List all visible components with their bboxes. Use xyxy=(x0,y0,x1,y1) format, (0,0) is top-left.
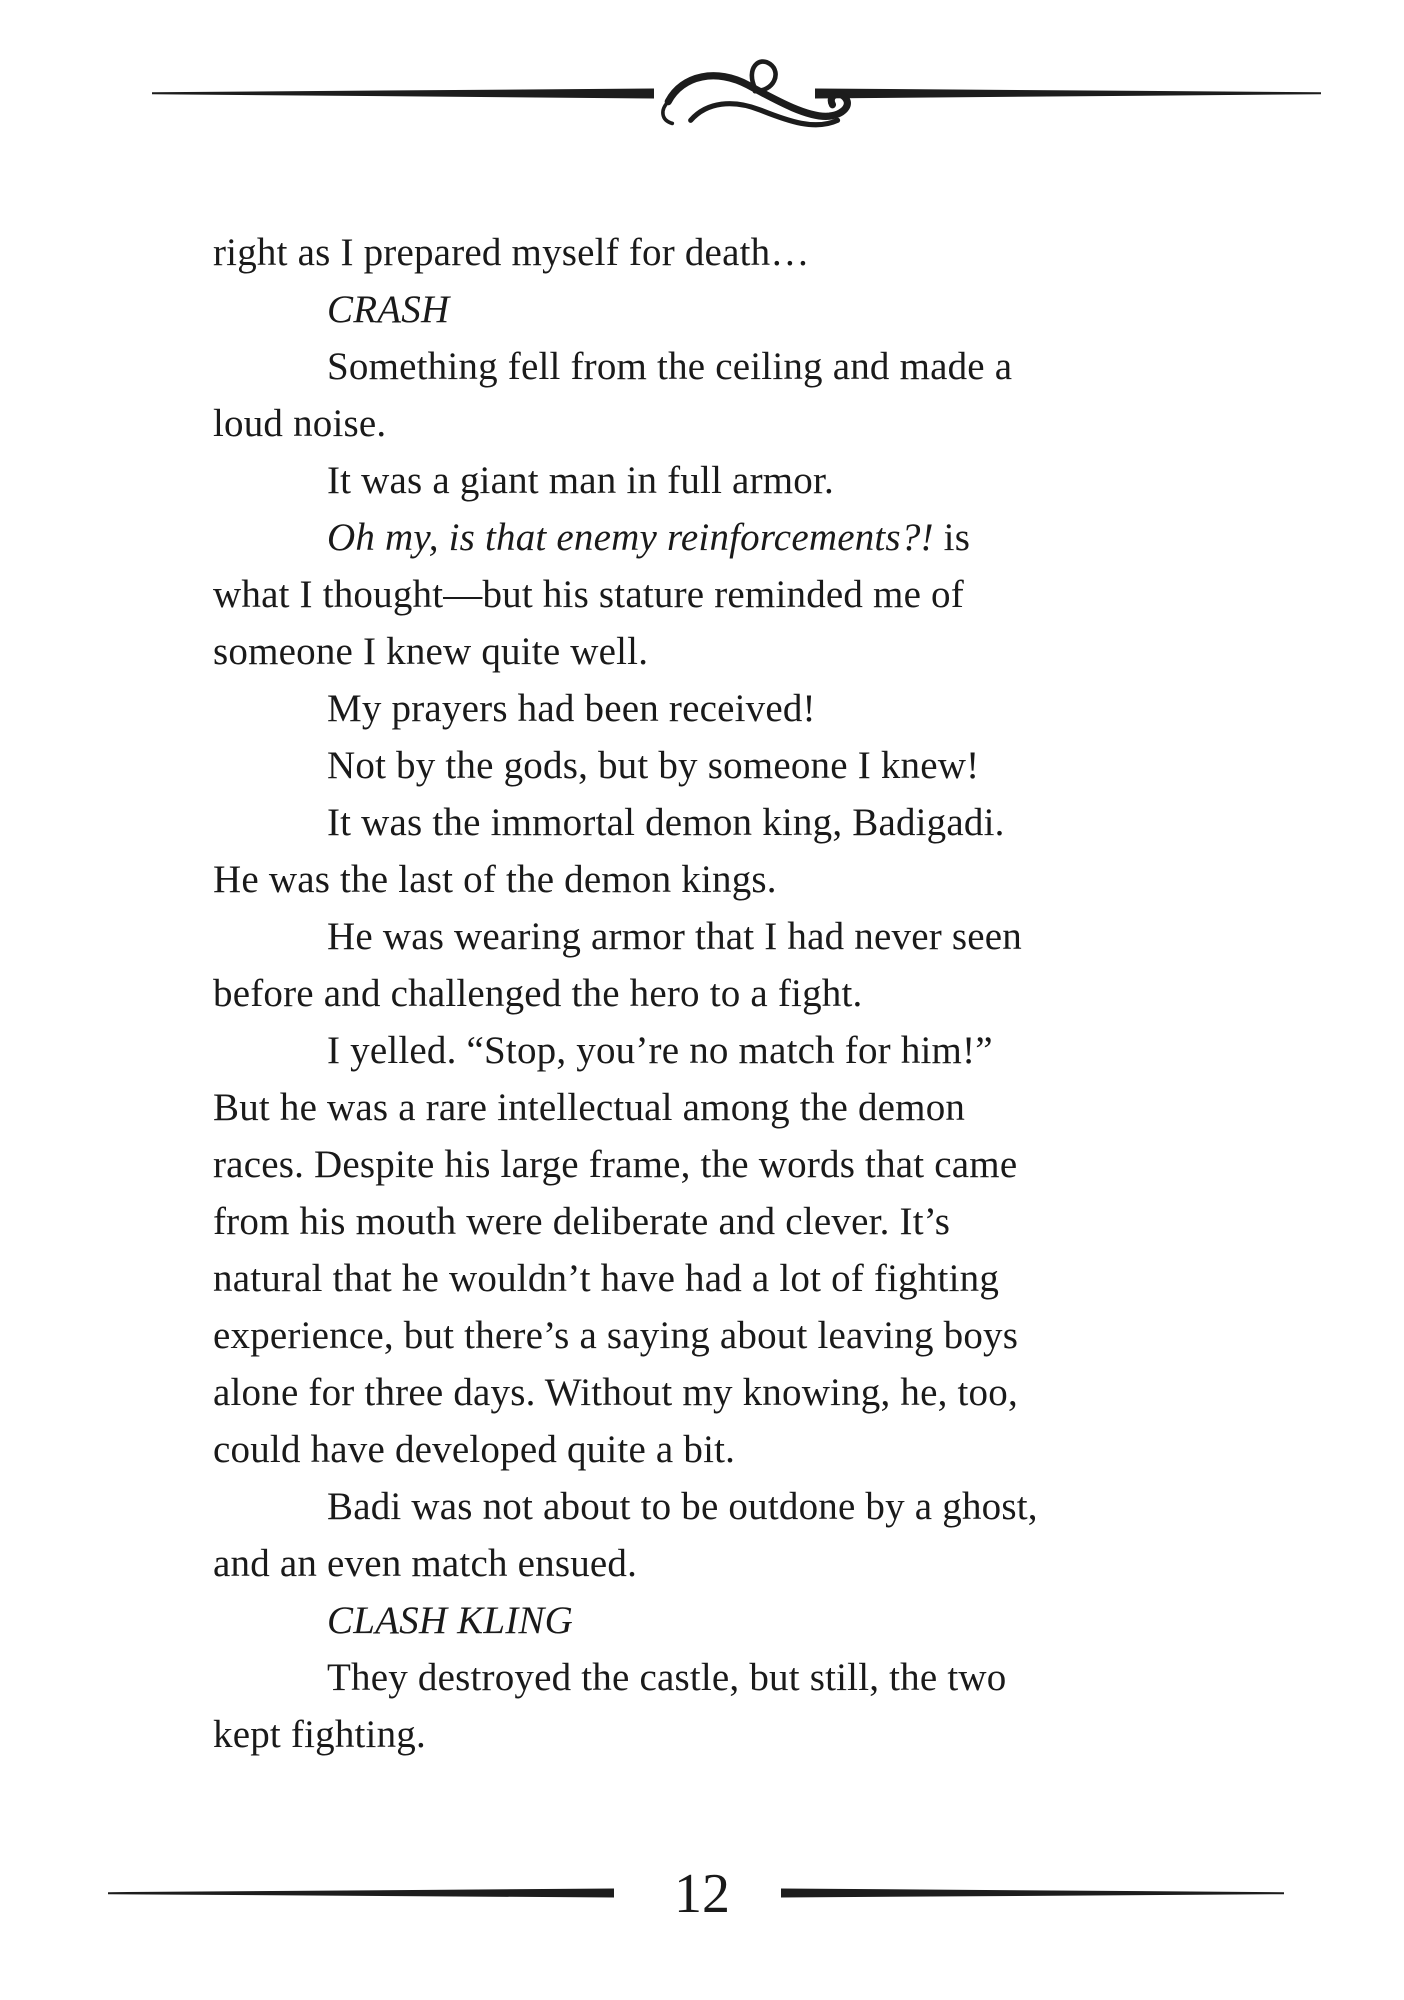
body-text: right as I prepared myself for death… xyxy=(213,231,810,274)
text-line xyxy=(213,1307,1253,1364)
body-text: He was wearing armor that I had never seen xyxy=(327,915,1022,958)
body-text: from his mouth were deliberate and clever. It’s xyxy=(213,1200,951,1243)
text-line xyxy=(213,1535,1253,1592)
text-line xyxy=(213,1592,1253,1649)
body-text: It was the immortal demon king, Badigadi. xyxy=(327,801,1005,844)
text-line xyxy=(213,1649,1253,1706)
body-text: They destroyed the castle, but still, the two xyxy=(327,1656,1007,1699)
text-line xyxy=(213,452,1253,509)
emphasis-text: CRASH xyxy=(327,288,450,331)
body-text: kept fighting. xyxy=(213,1713,426,1756)
body-text: Something fell from the ceiling and made a xyxy=(327,345,1013,388)
body-text: experience, but there’s a saying about leaving boys xyxy=(213,1314,1019,1357)
body-text: alone for three days. Without my knowing, he, too, xyxy=(213,1371,1018,1414)
page-text xyxy=(213,224,1253,1763)
body-text: before and challenged the hero to a fight. xyxy=(213,972,863,1015)
body-text: I yelled. “Stop, you’re no match for him!” xyxy=(327,1029,993,1072)
body-text: Not by the gods, but by someone I knew! xyxy=(327,744,980,787)
text-line xyxy=(213,1250,1253,1307)
text-line xyxy=(213,794,1253,851)
emphasis-text: Oh my, is that enemy reinforcements?! xyxy=(327,516,934,559)
body-text: But he was a rare intellectual among the demon xyxy=(213,1086,966,1129)
body-text: what I thought—but his stature reminded me of xyxy=(213,573,964,616)
text-line xyxy=(213,851,1253,908)
text-line xyxy=(213,965,1253,1022)
text-line xyxy=(213,224,1253,281)
body-text: natural that he wouldn’t have had a lot of fighting xyxy=(213,1257,1000,1300)
text-line xyxy=(213,281,1253,338)
text-line xyxy=(213,737,1253,794)
header-rule-left xyxy=(152,89,654,99)
text-line xyxy=(213,1478,1253,1535)
header-rule-right xyxy=(815,89,1321,99)
text-line xyxy=(213,1136,1253,1193)
text-line xyxy=(213,338,1253,395)
text-line xyxy=(213,680,1253,737)
text-line xyxy=(213,566,1253,623)
body-text: someone I knew quite well. xyxy=(213,630,649,673)
text-line xyxy=(213,1364,1253,1421)
text-line xyxy=(213,908,1253,965)
body-text: Badi was not about to be outdone by a ghost, xyxy=(327,1485,1038,1528)
text-line xyxy=(213,1079,1253,1136)
text-line xyxy=(213,509,1253,566)
body-text: loud noise. xyxy=(213,402,387,445)
body-text: could have developed quite a bit. xyxy=(213,1428,736,1471)
page-number: 12 xyxy=(674,1863,730,1925)
text-line xyxy=(213,1193,1253,1250)
header-divider xyxy=(0,0,1404,160)
body-text: It was a giant man in full armor. xyxy=(327,459,834,502)
body-text: and an even match ensued. xyxy=(213,1542,638,1585)
body-text: He was the last of the demon kings. xyxy=(213,858,777,901)
body-text: races. Despite his large frame, the words that came xyxy=(213,1143,1018,1186)
emphasis-text: CLASH KLING xyxy=(327,1599,574,1642)
body-text: My prayers had been received! xyxy=(327,687,816,730)
text-line xyxy=(213,623,1253,680)
text-line xyxy=(213,395,1253,452)
body-text: is xyxy=(933,516,971,559)
text-line xyxy=(213,1706,1253,1763)
text-line xyxy=(213,1022,1253,1079)
text-line xyxy=(213,1421,1253,1478)
